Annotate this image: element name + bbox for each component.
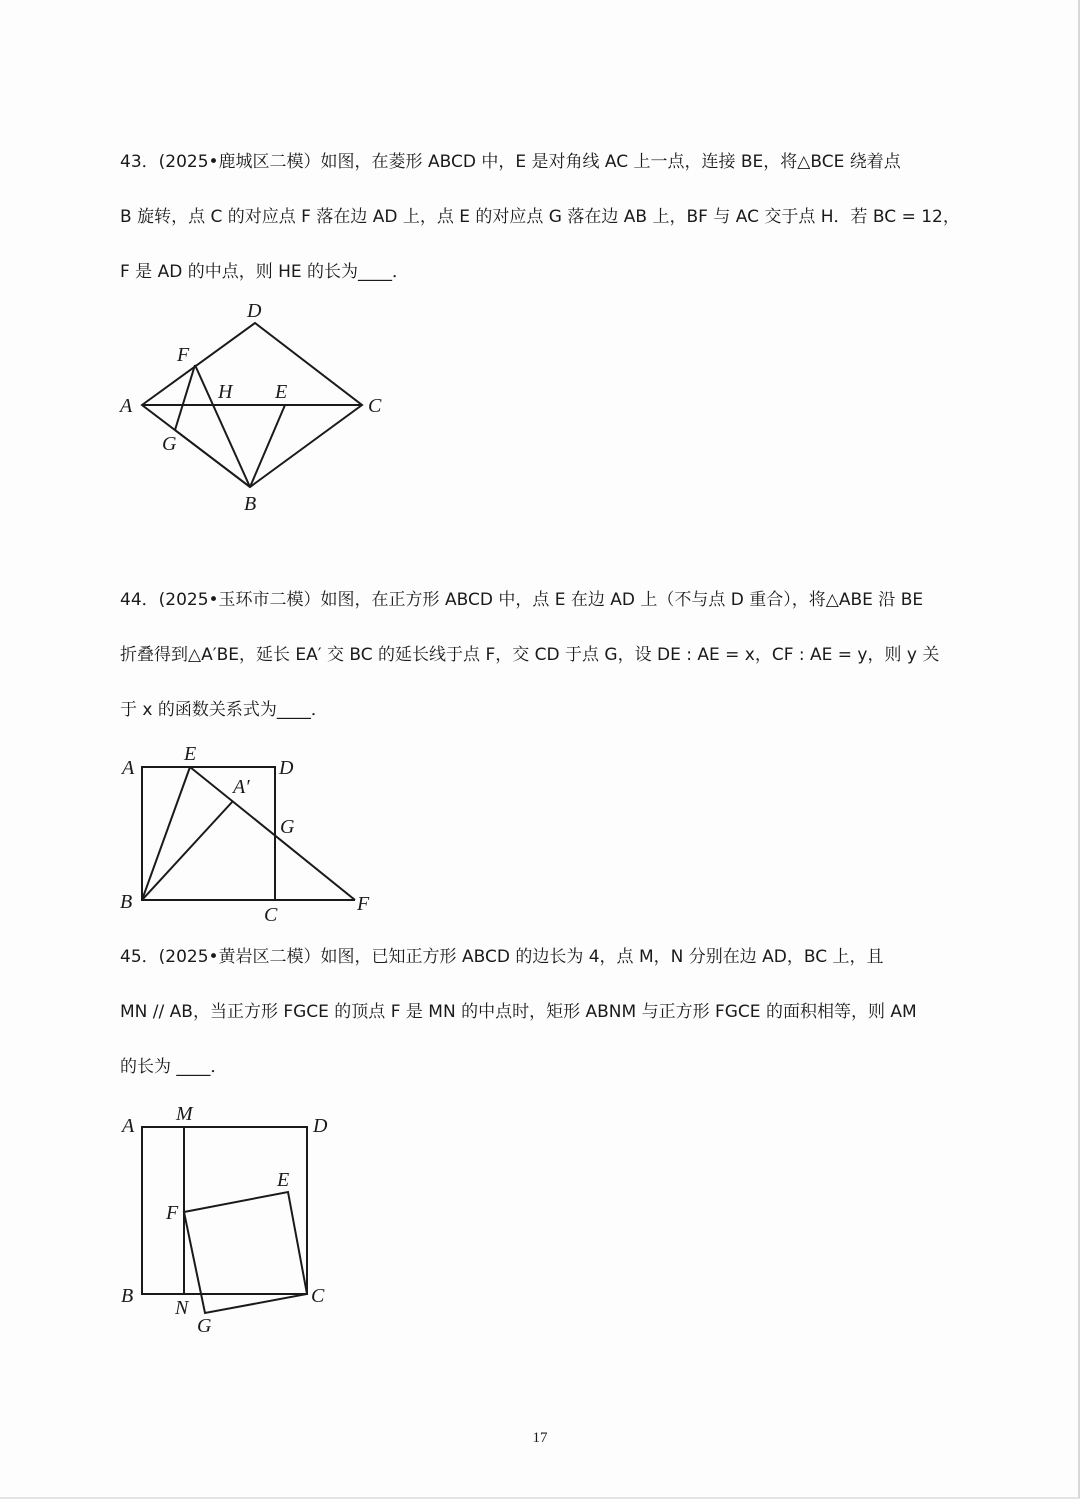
label-g: G [280, 816, 295, 838]
label-b: B [121, 1285, 134, 1307]
segment-ba-prime [142, 801, 233, 900]
figure-44-square-fold [112, 740, 382, 929]
question-43 [120, 135, 965, 300]
page-number: 17 [532, 1430, 548, 1446]
question-44 [120, 573, 965, 738]
question-45-line-2: MN // AB，当正方形 FGCE 的顶点 F 是 MN 的中点时，矩形 ABNM 与正方形 FGCE 的面积相等，则 AM [120, 1002, 917, 1022]
question-44-line-2: 折叠得到△A′BE，延长 EA′ 交 BC 的延长线于点 F，交 CD 于点 G，设 DE : AE = x，CF : AE = y，则 y 关 [120, 645, 940, 665]
label-f: F [177, 344, 190, 366]
label-e: E [184, 743, 197, 765]
question-45-line-3: 的长为 ____． [120, 1057, 228, 1077]
label-a: A [122, 1115, 135, 1137]
label-e: E [277, 1169, 290, 1191]
question-44-line-1: 44．(2025•玉环市二模）如图，在正方形 ABCD 中，点 E 在边 AD 上（不与点 D 重合），将△ABE 沿 BE [120, 590, 924, 610]
question-43-line-1: 43．(2025•鹿城区二模）如图，在菱形 ABCD 中，E 是对角线 AC 上一点，连接 BE，将△BCE 绕着点 [120, 152, 901, 172]
segment-gb [175, 430, 250, 487]
segment-be [142, 767, 190, 900]
question-45 [120, 930, 965, 1095]
label-g: G [162, 433, 177, 455]
label-a: A [120, 395, 133, 417]
question-45-line-1: 45．(2025•黄岩区二模）如图，已知正方形 ABCD 的边长为 4，点 M，N 分别在边 AD，BC 上，且 [120, 947, 884, 967]
label-c: C [264, 904, 278, 925]
label-a-prime: A′ [233, 776, 250, 798]
segment-ef [190, 767, 355, 900]
label-h: H [218, 381, 233, 403]
label-n: N [175, 1297, 189, 1319]
question-43-line-3: F 是 AD 的中点，则 HE 的长为____． [120, 262, 410, 282]
label-d: D [313, 1115, 328, 1137]
label-d: D [247, 300, 262, 322]
figure-45-squares [112, 1100, 352, 1344]
label-b: B [244, 493, 257, 515]
label-f: F [357, 893, 370, 915]
label-g: G [197, 1315, 212, 1337]
square-abcd [142, 767, 275, 900]
label-b: B [120, 891, 133, 913]
question-44-line-3: 于 x 的函数关系式为____． [120, 700, 328, 720]
label-a: A [122, 757, 135, 779]
label-d: D [279, 757, 294, 779]
label-f: F [166, 1202, 179, 1224]
label-m: M [176, 1103, 193, 1125]
figure-43-rhombus [110, 295, 410, 524]
question-43-line-2: B 旋转，点 C 的对应点 F 落在边 AD 上，点 E 的对应点 G 落在边 AB 上，BF 与 AC 交于点 H．若 BC = 12， [120, 207, 960, 227]
label-e: E [275, 381, 288, 403]
label-c: C [368, 395, 382, 417]
label-c: C [311, 1285, 325, 1307]
